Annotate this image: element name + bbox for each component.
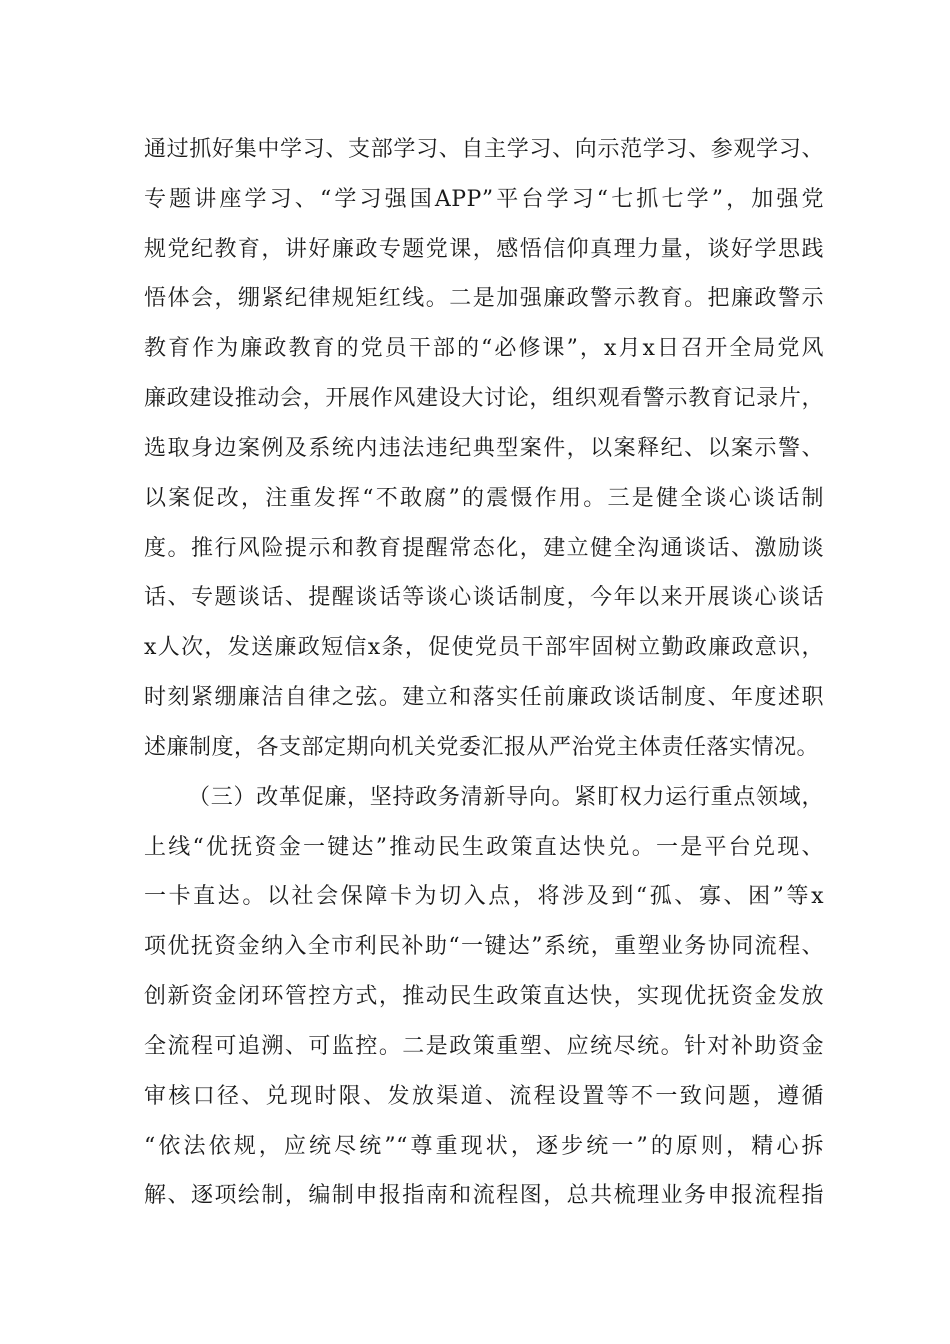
text-line: 全流程可追溯、可监控。二是政策重塑、应统尽统。针对补助资金 xyxy=(144,1034,824,1059)
text-line: 解、逐项绘制，编制申报指南和流程图，总共梳理业务申报流程指 xyxy=(144,1183,824,1208)
text-line: 专题讲座学习、“学习强国APP”平台学习“七抓七学”，加强党 xyxy=(144,187,824,212)
text-line: 话、专题谈话、提醒谈话等谈心谈话制度，今年以来开展谈心谈话 xyxy=(144,585,824,610)
text-line: 述廉制度，各支部定期向机关党委汇报从严治党主体责任落实情况。 xyxy=(144,735,820,760)
text-line: 选取身边案例及系统内违法违纪典型案件，以案释纪、以案示警、 xyxy=(144,436,824,461)
text-line: 时刻紧绷廉洁自律之弦。建立和落实任前廉政谈话制度、年度述职 xyxy=(144,685,824,710)
text-line: 教育作为廉政教育的党员干部的“必修课”，x月x日召开全局党风 xyxy=(144,336,824,361)
text-line: “依法依规，应统尽统”“尊重现状，逐步统一”的原则，精心拆 xyxy=(144,1134,824,1159)
text-line: 审核口径、兑现时限、发放渠道、流程设置等不一致问题，遵循 xyxy=(144,1084,824,1109)
text-line: 一卡直达。以社会保障卡为切入点，将涉及到“孤、寡、困”等x xyxy=(144,884,824,909)
text-line: 规党纪教育，讲好廉政专题党课，感悟信仰真理力量，谈好学思践 xyxy=(144,237,824,262)
text-line: 廉政建设推动会，开展作风建设大讨论，组织观看警示教育记录片， xyxy=(144,386,824,411)
text-line: 上线“优抚资金一键达”推动民生政策直达快兑。一是平台兑现、 xyxy=(144,835,824,860)
text-line: 悟体会，绷紧纪律规矩红线。二是加强廉政警示教育。把廉政警示 xyxy=(144,286,824,311)
text-line: 度。推行风险提示和教育提醒常态化，建立健全沟通谈话、激励谈 xyxy=(144,536,824,561)
section-heading-line: （三）改革促廉，坚持政务清新导向。紧盯权力运行重点领域， xyxy=(188,785,824,810)
text-line: 通过抓好集中学习、支部学习、自主学习、向示范学习、参观学习、 xyxy=(144,137,824,162)
text-line: 创新资金闭环管控方式，推动民生政策直达快，实现优抚资金发放 xyxy=(144,984,824,1009)
text-line: x人次，发送廉政短信x条，促使党员干部牢固树立勤政廉政意识， xyxy=(144,635,824,660)
text-line: 以案促改，注重发挥“不敢腐”的震慑作用。三是健全谈心谈话制 xyxy=(144,486,824,511)
text-line: 项优抚资金纳入全市利民补助“一键达”系统，重塑业务协同流程、 xyxy=(144,934,824,959)
